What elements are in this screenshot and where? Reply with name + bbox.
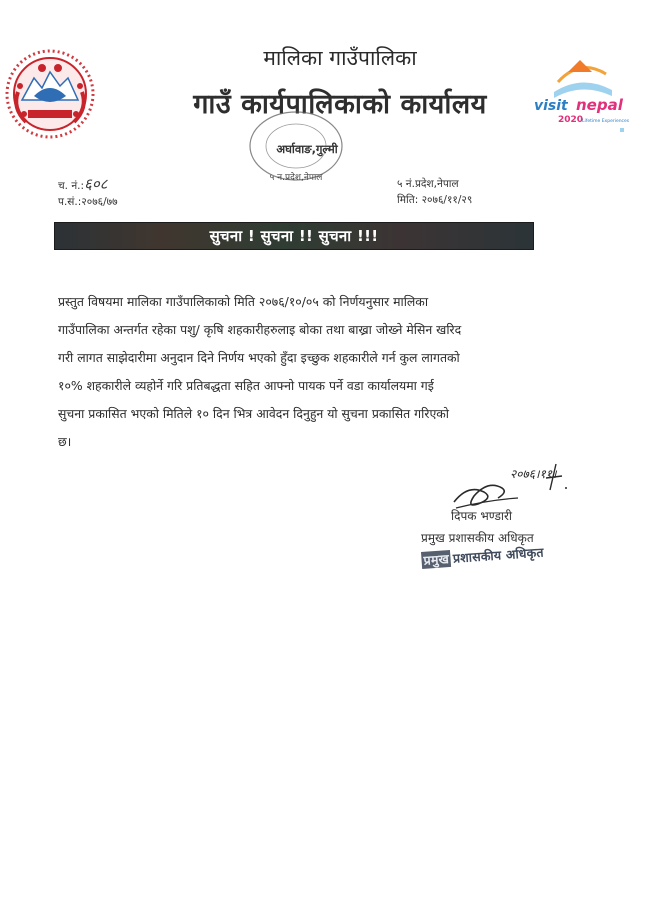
notice-banner bbox=[54, 222, 534, 250]
date-label: मिति: bbox=[397, 194, 419, 206]
letter-number-line bbox=[58, 176, 118, 194]
body-line: सुचना प्रकासित भएको मितिले १० दिन भित्र आवेदन दिनुहुन यो सुचना प्रकासित गरिएको bbox=[58, 406, 450, 421]
body-line: छ। bbox=[58, 434, 72, 449]
visit-nepal-2020-logo bbox=[528, 52, 634, 132]
nepal-word: nepal bbox=[576, 96, 623, 114]
date-value: २०७६/११/२९ bbox=[421, 194, 473, 206]
date-line bbox=[397, 192, 472, 208]
province-line: ५ नं.प्रदेश,नेपाल bbox=[397, 178, 459, 190]
designation-stamp bbox=[421, 542, 560, 574]
body-line: प्रस्तुत विषयमा मालिका गाउँपालिकाको मिति २०७६/१०/०५ को निर्णयनुसार मालिका bbox=[58, 294, 429, 309]
signatory-name: दिपक भण्डारी bbox=[451, 509, 513, 523]
province-date-block bbox=[397, 176, 472, 208]
body-line: गाउँपालिका अन्तर्गत रहेका पशु/ कृषि शहकारीहरुलाइ बोका तथा बाख्रा जोख्ने मेसिन खरिद bbox=[58, 322, 462, 337]
fiscal-year-label: प.सं.: bbox=[58, 196, 82, 208]
stamp-rest: प्रशासकीय अधिकृत bbox=[452, 544, 545, 566]
letter-number-value: ६०८ bbox=[84, 175, 108, 193]
fiscal-year-value: २०७६/७७ bbox=[81, 196, 118, 208]
stamp-prefix: प्रमुख bbox=[421, 550, 452, 569]
signatory-title: प्रमुख प्रशासकीय अधिकृत bbox=[421, 531, 534, 545]
notice-banner-text: सुचना ! सुचना !! सुचना !!! bbox=[209, 227, 379, 245]
body-line: १०% शहकारीले व्यहोर्ने गरि प्रतिबद्धता सहित आफ्नो पायक पर्ने वडा कार्यालयमा गई bbox=[58, 378, 434, 393]
seal-province-text: ५ न.प्रदेश,नेपाल bbox=[269, 173, 323, 183]
letter-number-label: च. नं.: bbox=[58, 180, 85, 192]
fiscal-year-line bbox=[58, 194, 118, 210]
visit-word: visit bbox=[534, 98, 568, 114]
office-address: अर्घावाङ,गुल्मी bbox=[276, 142, 338, 156]
signature-date: २०७६।११। bbox=[510, 467, 557, 481]
office-title: गाउँ कार्यपालिकाको कार्यालय bbox=[193, 89, 487, 120]
notice-body bbox=[58, 288, 566, 456]
body-line: गरी लागत साझेदारीमा अनुदान दिने निर्णय भएको हुँदा इच्छुक शहकारीले गर्न कुल लागतको bbox=[58, 350, 460, 365]
reference-block bbox=[58, 176, 118, 210]
tagline-text: Lifetime Experiences bbox=[582, 119, 630, 124]
year-word: 2020 bbox=[558, 115, 584, 125]
municipality-name: मालिका गाउँपालिका bbox=[263, 46, 417, 70]
